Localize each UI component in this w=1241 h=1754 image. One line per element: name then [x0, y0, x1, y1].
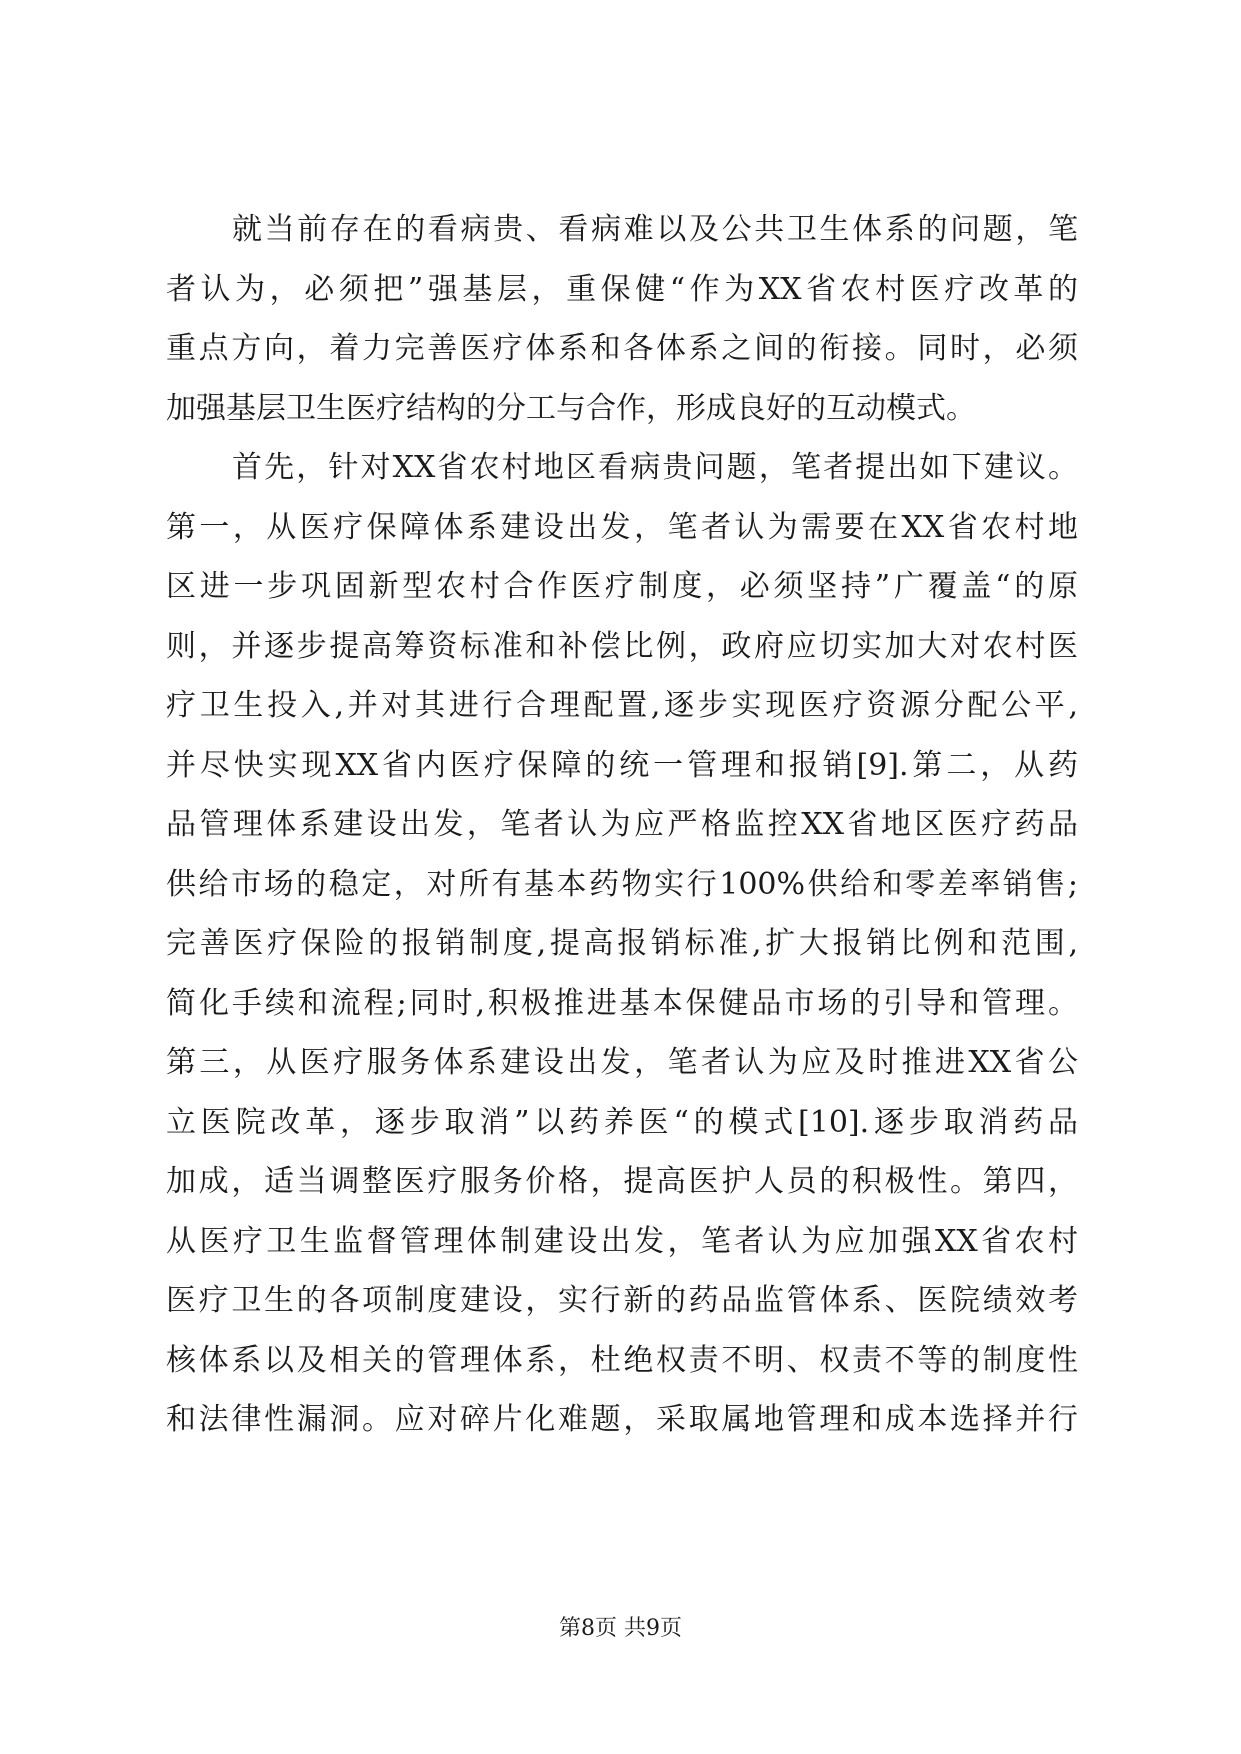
- paragraph-line: 则，并逐步提高筹资标准和补偿比例，政府应切实加大对农村医: [166, 628, 1078, 664]
- paragraph-line: 第一，从医疗保障体系建设出发，笔者认为需要在XX省农村地: [166, 509, 1078, 545]
- paragraph-line: 品管理体系建设出发，笔者认为应严格监控XX省地区医疗药品: [166, 807, 1078, 842]
- paragraph-2: [166, 438, 1078, 1450]
- paragraph-line: 者认为，必须把”强基层，重保健“作为XX省农村医疗改革的: [166, 271, 1078, 307]
- paragraph-1: [166, 200, 1078, 438]
- paragraph-line: 首先，针对XX省农村地区看病贵问题，笔者提出如下建议。: [232, 450, 1078, 485]
- paragraph-line: 供给市场的稳定，对所有基本药物实行100%供给和零差率销售;: [166, 866, 1078, 902]
- paragraph-line: 和法律性漏洞。应对碎片化难题，采取属地管理和成本选择并行: [166, 1402, 1078, 1437]
- paragraph-line: 第三，从医疗服务体系建设出发，笔者认为应及时推进XX省公: [166, 1045, 1078, 1080]
- paragraph-line: 重点方向，着力完善医疗体系和各体系之间的衔接。同时，必须: [166, 331, 1078, 366]
- paragraph-line: 完善医疗保险的报销制度,提高报销标准,扩大报销比例和范围,: [166, 926, 1078, 961]
- paragraph-line: 立医院改革，逐步取消”以药养医“的模式[10].逐步取消药品: [166, 1104, 1078, 1140]
- paragraph-line: 加强基层卫生医疗结构的分工与合作，形成良好的互动模式。: [166, 390, 976, 426]
- paragraph-line: 加成，适当调整医疗服务价格，提高医护人员的积极性。第四，: [166, 1164, 1078, 1199]
- paragraph-line: 就当前存在的看病贵、看病难以及公共卫生体系的问题，笔: [232, 212, 1078, 247]
- paragraph-line: 区进一步巩固新型农村合作医疗制度，必须坚持”广覆盖“的原: [166, 569, 1078, 604]
- paragraph-line: 简化手续和流程;同时,积极推进基本保健品市场的引导和管理。: [166, 985, 1078, 1021]
- paragraph-line: 从医疗卫生监督管理体制建设出发，笔者认为应加强XX省农村: [166, 1223, 1078, 1259]
- paragraph-line: 疗卫生投入,并对其进行合理配置,逐步实现医疗资源分配公平,: [166, 688, 1078, 723]
- page-footer: [0, 1614, 1241, 1644]
- paragraph-line: 并尽快实现XX省内医疗保障的统一管理和报销[9].第二，从药: [166, 747, 1078, 783]
- page-number-label: 第8页 共9页: [559, 1616, 682, 1641]
- paragraph-line: 医疗卫生的各项制度建设，实行新的药品监管体系、医院绩效考: [166, 1283, 1078, 1318]
- paragraph-line: 核体系以及相关的管理体系，杜绝权责不明、权责不等的制度性: [166, 1342, 1078, 1378]
